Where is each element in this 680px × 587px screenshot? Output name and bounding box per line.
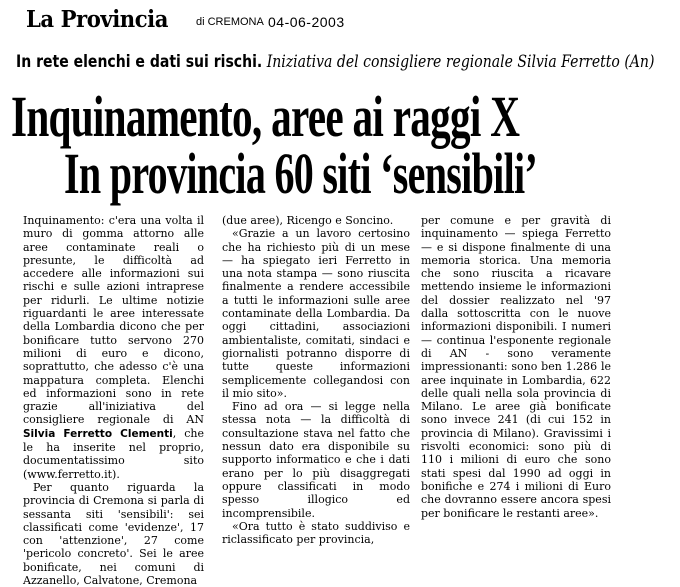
paragraph: Per quanto riguarda la provincia di Cremona si parla di sessanta siti 'sensibili': sei classificati come 'evidenze', 17 con 'attenzione', 27 come 'pericolo concreto'. Sei le aree bonificate, nei comuni di Azzanello, Calvatone, Cremona (23, 480, 204, 587)
paragraph: «Grazie a un lavoro certosino che ha richiesto più di un mese — ha spiegato ieri Ferretto in una nota stampa — sono riuscita finalmente a rendere accessibile a tutti le informazioni sulle aree contaminate della Lombardia. Da oggi cittadini, associazioni ambientaliste, comitati, sindaci e giornalisti potranno disporre di tutte queste informazioni semplicemente collegandosi con il mio sito». (222, 227, 410, 400)
paragraph (23, 214, 204, 481)
text-run: Inquinamento: c'era una volta il muro di gomma attorno alle aree contaminate reali o presunte, le difficoltà ad accedere alle informazioni sui rischi e sulle azioni intraprese per ridurli. Le ultime notizie riguardanti le aree interessate della Lombardia dicono che per bonificare tutto servono 270 milioni di euro e dicono, soprattutto, che adesso c'è una mappatura completa. Elenchi ed informazioni sono in rete grazie all'iniziativa del consigliere regionale di AN (23, 214, 204, 427)
publication-date: 04-06-2003 (268, 14, 345, 30)
headline-line-1: Inquinamento, aree ai raggi X (11, 84, 520, 149)
author-name: Silvia Ferretto Clementi (23, 427, 173, 440)
kicker-italic: Iniziativa del consigliere regionale Silvia Ferretto (An) (266, 52, 655, 71)
paragraph: (due aree), Ricengo e Soncino. (222, 214, 394, 227)
text-run: , che le ha inserite nel proprio, documentatissimo sito (www.ferretto.it). (23, 426, 205, 481)
paragraph: «Ora tutto è stato suddiviso e riclassificato per provincia, (222, 519, 410, 547)
kicker (16, 52, 654, 71)
paragraph: Fino ad ora — si legge nella stessa nota — la difficoltà di consultazione stava nel fatto che nessun dato era disponibile su supporto informatico e che i dati erano per lo più disaggregati oppure classificati in modo spesso illogico ed incomprensibile. (222, 400, 410, 520)
article-column-1 (23, 214, 204, 587)
article-column-3 (421, 214, 611, 520)
article-column-2 (222, 214, 410, 546)
paragraph: per comune e per gravità di inquinamento — spiega Ferretto — e si dispone finalmente di una memoria storica. Una memoria che sono riuscita a ricavare mettendo insieme le informazioni del dossier realizzato nel '97 dalla sottoscritta con le nuove informazioni disponibili. I numeri — continua l'esponente regionale di AN - sono veramente impressionanti: sono ben 1.286 le aree inquinate in Lombardia, 622 delle quali nella sola provincia di Milano. Le aree già bonificate sono invece 241 (di cui 152 in provincia di Milano). Gravissimi i risvolti economici: sono più di 110 i milioni di euro che sono stati spesi dal 1990 ad oggi in bonifiche e 274 i milioni di Euro che dovranno essere ancora spesi per bonificare le restanti aree». (421, 214, 611, 520)
edition-label: di CREMONA (196, 16, 264, 28)
masthead: La Provincia (26, 6, 168, 33)
headline-line-2: In provincia 60 siti ‘sensibili’ (64, 141, 538, 206)
kicker-bold: In rete elenchi e dati sui rischi. (16, 52, 263, 71)
